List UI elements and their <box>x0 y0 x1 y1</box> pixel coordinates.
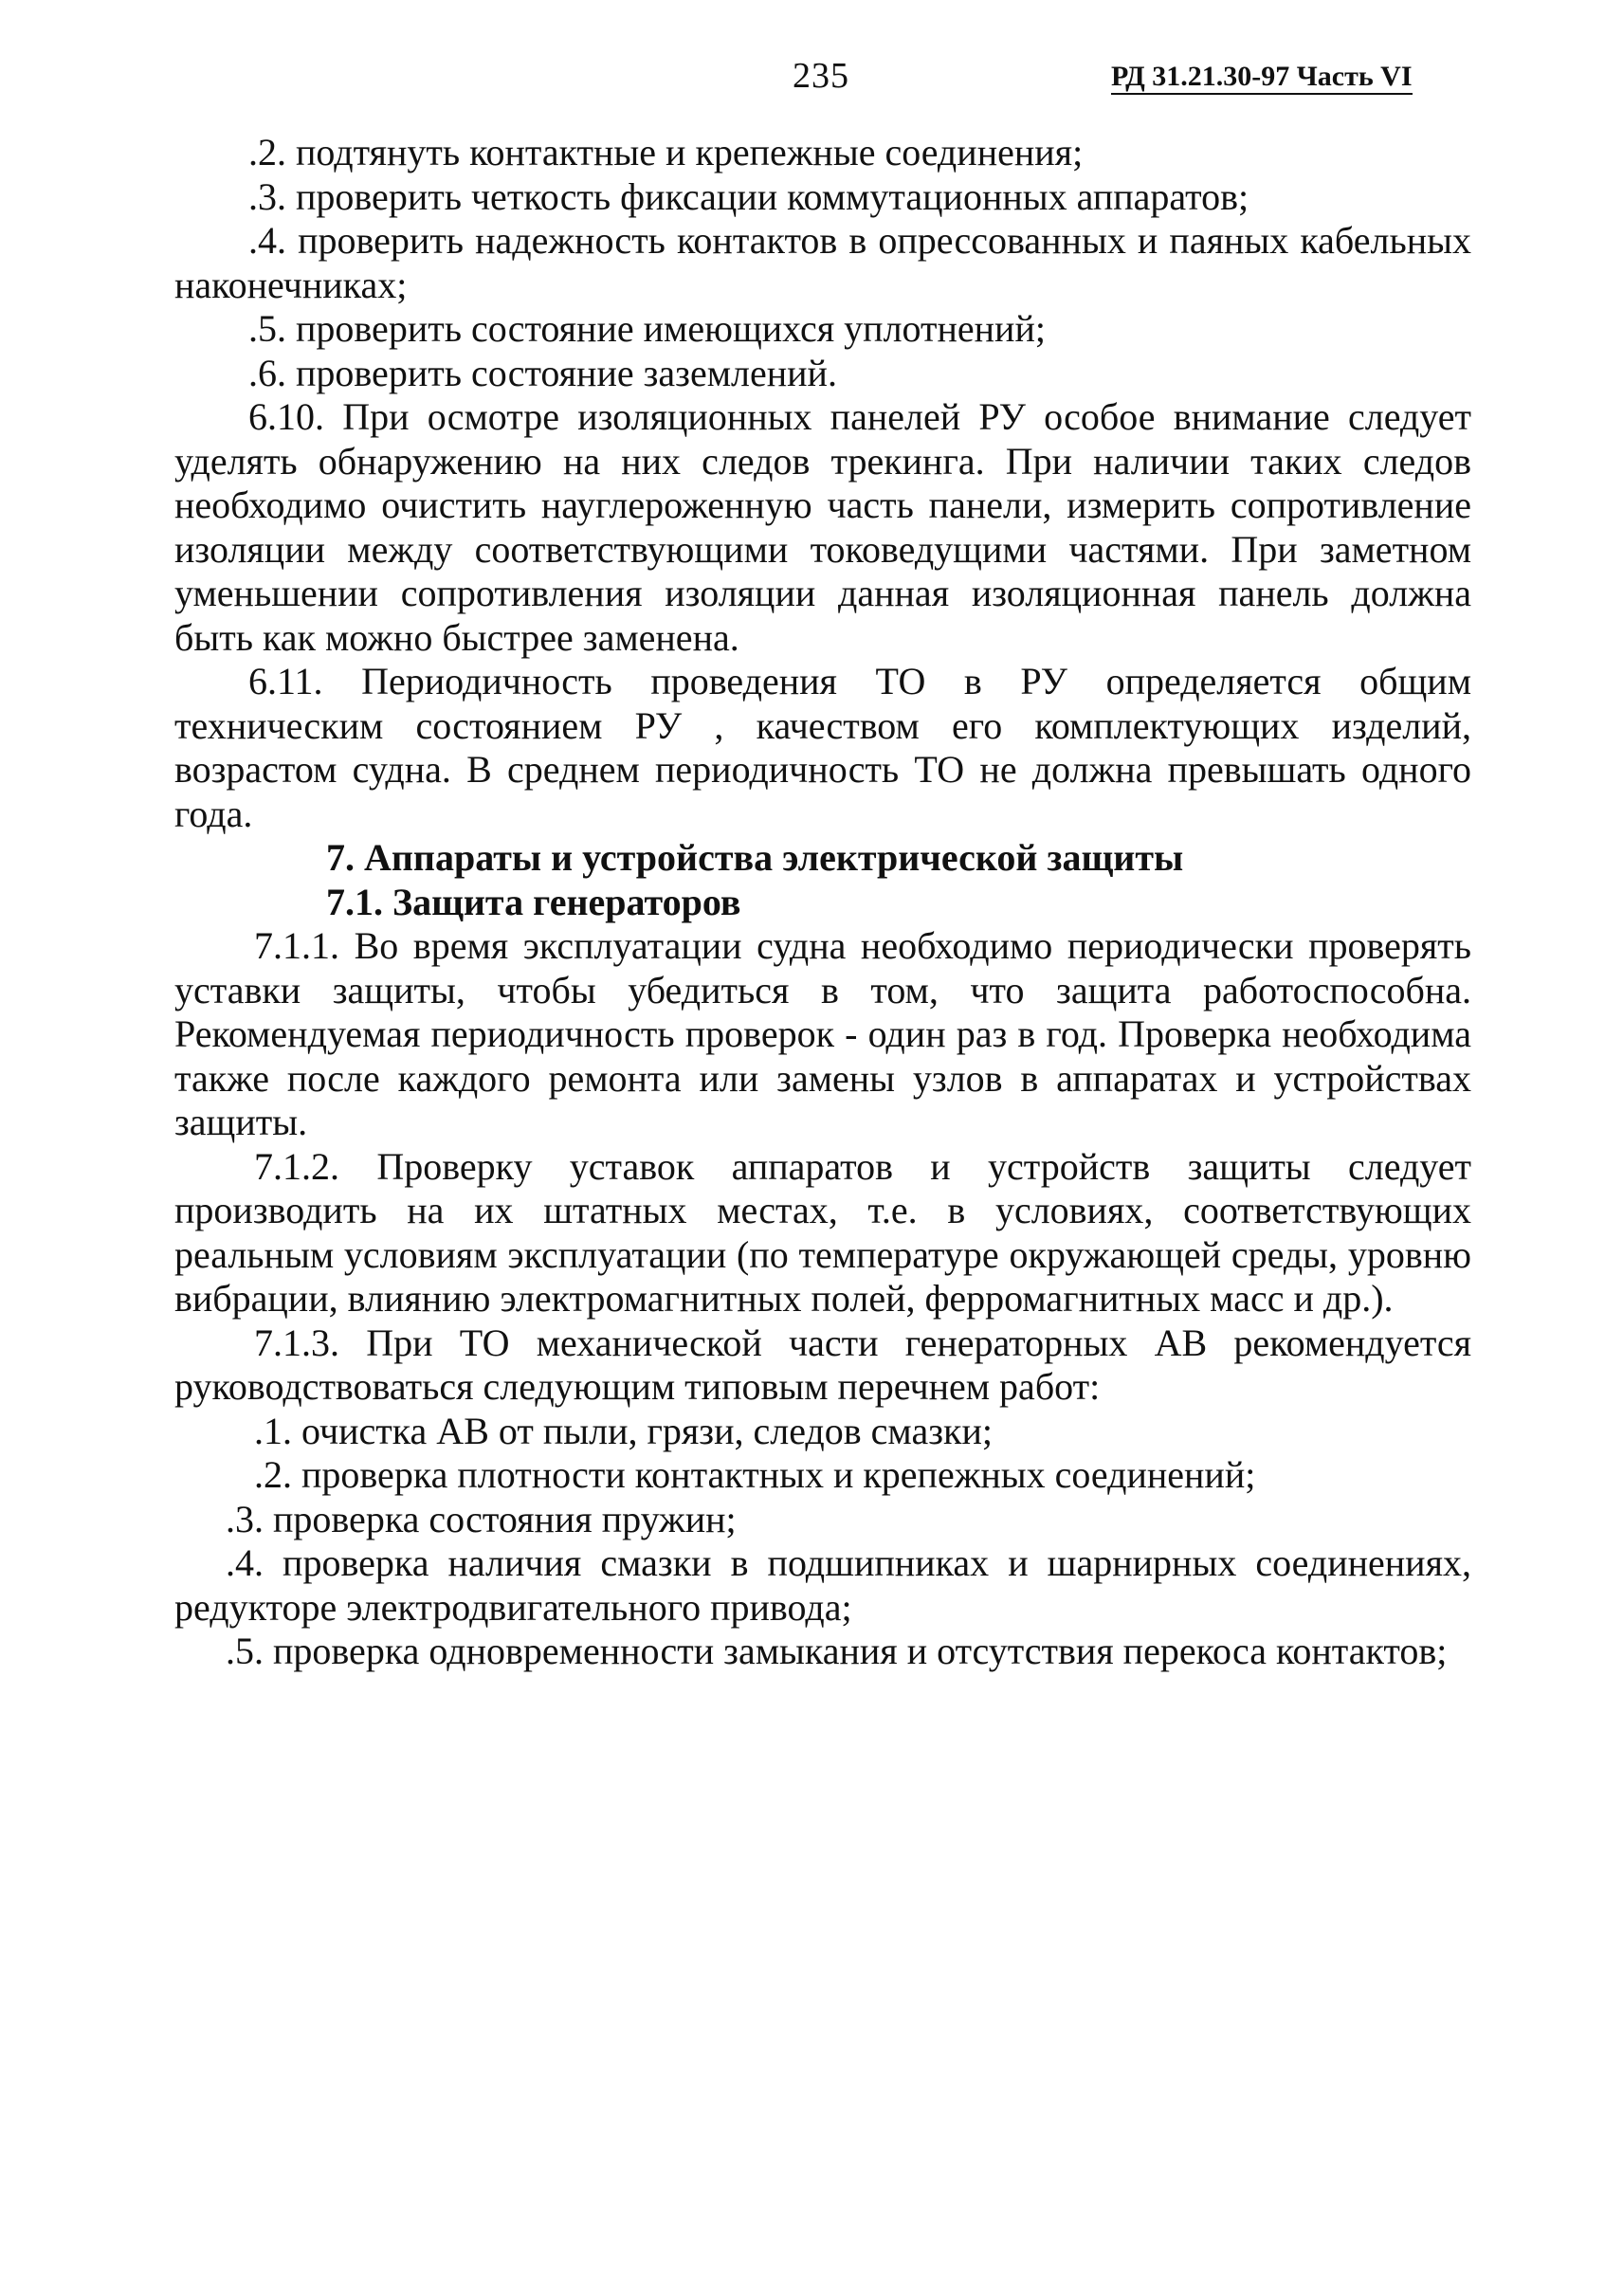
paragraph-7-1-1: 7.1.1. Во время эксплуатации судна необходимо периодически проверять уставки защиты, чтобы убедиться в том, что защита работоспособна. Рекомендуемая периодичность проверок - один раз в год. Проверка необходима также после каждого ремонта или замены узлов в аппаратах и устройствах защиты. <box>174 924 1471 1143</box>
list-item: .2. проверка плотности контактных и крепежных соединений; <box>254 1453 1256 1496</box>
list-item: .5. проверка одновременности замыкания и отсутствия перекоса контактов; <box>226 1630 1448 1672</box>
list-item: .6. проверить состояние заземлений. <box>248 351 837 394</box>
list-item: .3. проверка состояния пружин; <box>226 1497 737 1540</box>
list-item: .2. подтянуть контактные и крепежные соединения; <box>248 131 1084 173</box>
document-code: РД 31.21.30-97 Часть VI <box>1111 61 1413 95</box>
list-item: .3. проверить четкость фиксации коммутационных аппаратов; <box>248 174 1249 218</box>
list-item: .4. проверка наличия смазки в подшипниках и шарнирных соединениях, редукторе электродвигательного привода; <box>174 1541 1471 1629</box>
subsection-heading: 7.1. Защита генераторов <box>326 880 741 923</box>
list-item: .4. проверить надежность контактов в опрессованных и паяных кабельных наконечниках; <box>174 219 1471 306</box>
paragraph-7-1-3: 7.1.3. При ТО механической части генераторных АВ рекомендуется руководствоваться следующим типовым перечнем работ: <box>174 1321 1471 1408</box>
page-number: 235 <box>793 56 849 96</box>
page-header <box>0 55 1623 102</box>
list-item: .1. очистка АВ от пыли, грязи, следов смазки; <box>254 1409 993 1452</box>
list-item: .5. проверить состояние имеющихся уплотнений; <box>248 307 1046 350</box>
paragraph-6-11: 6.11. Периодичность проведения ТО в РУ определяется общим техническим состоянием РУ , качеством его комплектующих изделий, возрастом судна. В среднем периодичность ТО не должна превышать одного года. <box>174 660 1471 835</box>
paragraph-7-1-2: 7.1.2. Проверку уставок аппаратов и устройств защиты следует производить на их штатных местах, т.е. в условиях, соответствующих реальным условиям эксплуатации (по температуре окружающей среды, уровню вибрации, влиянию электромагнитных полей, ферромагнитных масс и др.). <box>174 1144 1471 1320</box>
section-heading: 7. Аппараты и устройства электрической защиты <box>326 836 1184 879</box>
paragraph-6-10: 6.10. При осмотре изоляционных панелей РУ особое внимание следует уделять обнаружению на них следов трекинга. При наличии таких следов необходимо очистить науглероженную часть панели, измерить сопротивление изоляции между соответствующими токоведущими частями. При заметном уменьшении сопротивления изоляции данная изоляционная панель должна быть как можно быстрее заменена. <box>174 395 1471 659</box>
document-body <box>174 131 1471 1674</box>
